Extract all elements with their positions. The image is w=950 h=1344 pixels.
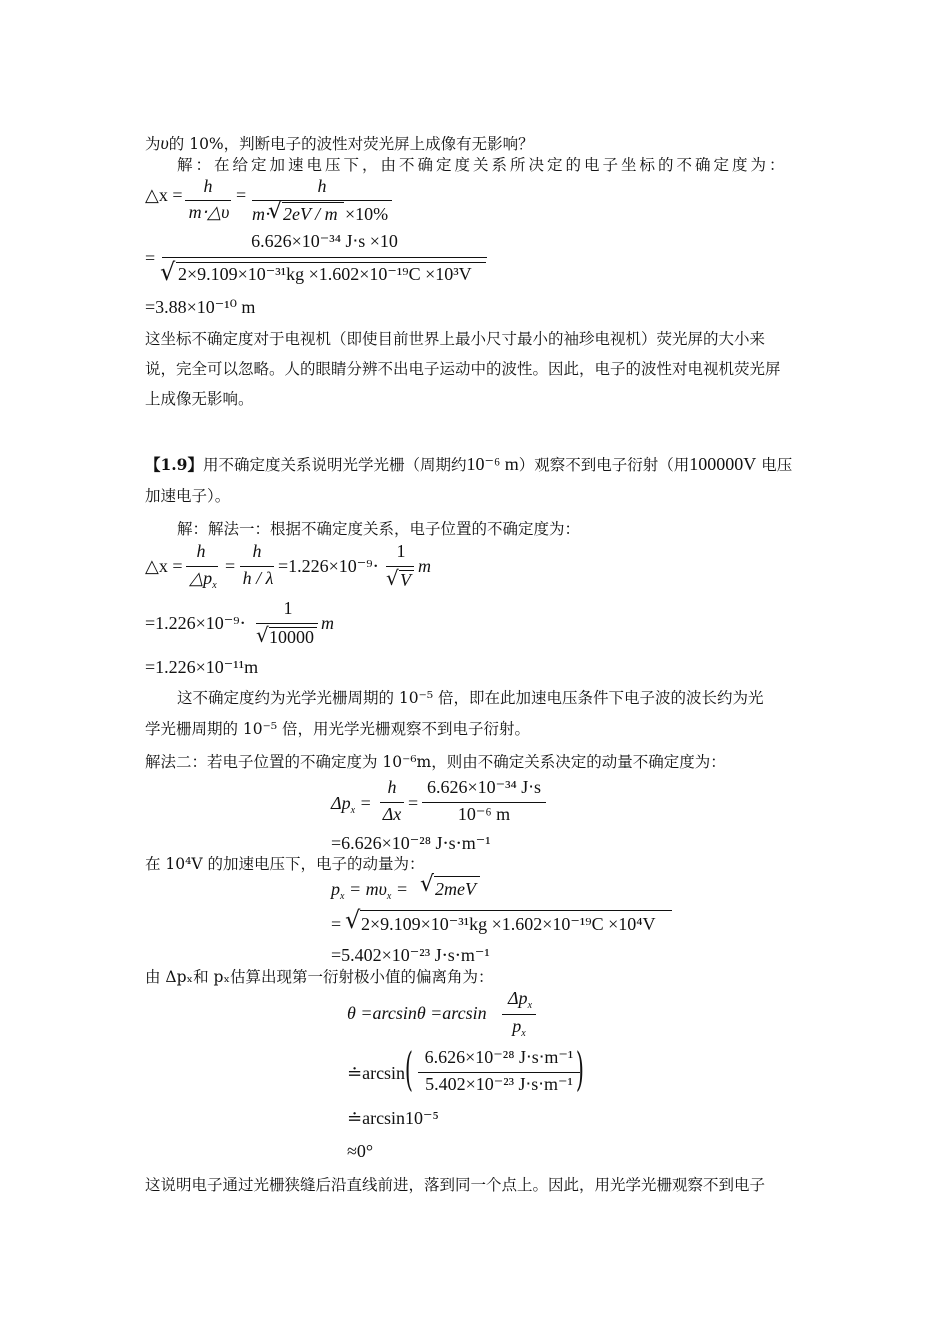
theta-line4: ≈0° (347, 1141, 374, 1161)
fraction-bar (380, 802, 404, 803)
e2-num: 1 (283, 598, 293, 618)
problem-statement-cont: 加速电子）。 (145, 487, 231, 505)
dp-den1: Δx (382, 804, 402, 824)
theta-line2-pre: ≐arcsin (347, 1063, 406, 1083)
text-segment: 为 (145, 135, 161, 153)
eq1-num1: h (203, 176, 213, 196)
text-segment: 电压 (756, 456, 793, 474)
e1-num2: h (252, 541, 262, 561)
fraction-bar (240, 566, 274, 567)
text-segment: ）观察不到电子衍射（用 (518, 456, 690, 474)
final-conclusion: 这说明电子通过光栅狭缝后沿直线前进，落到同一个点上。因此，用光学光栅观察不到电子 (145, 1176, 766, 1194)
e1-den1: $\triangle p_x$ (189, 568, 217, 591)
eq1-lhs: △x = (145, 185, 183, 205)
angle-intro: 由 Δpₓ和 pₓ估算出现第一衍射极小值的偏离角为： (145, 968, 494, 986)
eq2-numerator: 6.626×10⁻³⁴ J⋅s ×10 (251, 231, 398, 251)
sqrt-sign: √ (386, 566, 399, 590)
conclusion-line: 说，完全可以忽略。人的眼睛分辨不出电子运动中的波性。因此，电子的波性对电视机荧光屏 (145, 360, 781, 378)
e1-num1: h (196, 541, 206, 561)
dp-num1: h (387, 777, 397, 797)
fraction-bar (185, 200, 231, 201)
theta-line2-num: 6.626×10⁻²⁸ J⋅s⋅m⁻¹ (424, 1047, 574, 1067)
theta-num: $\Delta p_x$ (507, 988, 533, 1011)
question-line (145, 132, 534, 155)
eq2-equals: = (145, 248, 156, 268)
equals-sign: = (236, 185, 247, 205)
eq2-denominator: 2×9.109×10⁻³¹kg ×1.602×10⁻¹⁹C ×10³V (178, 264, 472, 284)
theta-den: $p_x$ (512, 1016, 526, 1039)
problem-statement (145, 453, 792, 476)
velocity-symbol: υ (160, 133, 169, 153)
e2-den: 10000 (269, 627, 314, 647)
fraction-bar (422, 802, 546, 803)
e1-num3: 1 (396, 541, 406, 561)
p-line1-rad: 2meV (435, 879, 476, 899)
sqrt-sign: √ (420, 872, 435, 897)
e2-unit: m (321, 613, 334, 633)
conclusion-line: 这坐标不确定度对于电视机（即使目前世界上最小尺寸最小的袖珍电视机）荧光屏的大小来 (145, 330, 766, 348)
dp-num2: 6.626×10⁻³⁴ J⋅s (426, 777, 542, 797)
e2-mid: =1.226×10⁻⁹⋅ (145, 613, 246, 633)
fraction-bar (502, 1014, 536, 1015)
left-paren: ( (404, 1042, 414, 1096)
eq1-den2-post: ×10% (345, 204, 389, 224)
solution-intro: 解：在给定加速电压下，由不确定度关系所决定的电子坐标的不确定度为： (177, 156, 788, 174)
momentum-intro: 在 10⁴V 的加速电压下，电子的动量为： (145, 855, 425, 873)
text-segment: 用不确定度关系说明光学光栅（周期约 (202, 456, 467, 474)
eq1-den2-rad: 2eV / m (283, 204, 338, 224)
e1-lhs: △x = (145, 556, 183, 576)
eq1-num2: h (317, 176, 327, 196)
e1-den3: V (400, 570, 411, 590)
fraction-bar (162, 257, 487, 258)
eq1-den1: m⋅△υ (188, 202, 230, 222)
sqrt-bar (360, 910, 672, 911)
method1-intro: 解：解法一：根据不确定度关系，电子位置的不确定度为： (177, 520, 581, 538)
p-line1: $p_x = m\upsilon_x$ = (331, 879, 408, 902)
dp-den2: 10⁻⁶ m (457, 804, 511, 824)
e1-mid: =1.226×10⁻⁹⋅ (278, 556, 379, 576)
equals-sign: = (225, 556, 236, 576)
sqrt-sign: √ (160, 258, 176, 286)
right-paren: ) (575, 1042, 585, 1096)
conclusion-line: 上成像无影响。 (145, 390, 254, 408)
method1-text: 学光栅周期的 10⁻⁵ 倍，用光学光栅观察不到电子衍射。 (145, 720, 530, 738)
dp-lhs: $\Delta p_x$ = (331, 793, 372, 816)
sqrt-sign: √ (268, 199, 283, 224)
equals-sign: = (331, 914, 342, 934)
theta-line2-den: 5.402×10⁻²³ J⋅s⋅m⁻¹ (425, 1074, 573, 1094)
fraction-bar (418, 1072, 580, 1073)
text-segment: 的 10%，判断电子的波性对荧光屏上成像有无影响？ (168, 135, 534, 153)
dp-result: =6.626×10⁻²⁸ J⋅s⋅m⁻¹ (331, 833, 491, 853)
p-line3: =5.402×10⁻²³ J⋅s⋅m⁻¹ (331, 945, 490, 965)
p-line2-rad: 2×9.109×10⁻³¹kg ×1.602×10⁻¹⁹C ×10⁴V (361, 914, 656, 934)
method2-intro: 解法二：若电子位置的不确定度为 10⁻⁶m，则由不确定关系决定的动量不确定度为： (145, 753, 726, 771)
e1-unit: m (418, 556, 431, 576)
theta-line1: θ =arcsinθ =arcsin (347, 1003, 487, 1023)
theta-line3: ≐arcsin10⁻⁵ (347, 1108, 439, 1128)
eq3-result: =3.88×10⁻¹⁰ m (145, 297, 256, 317)
e3-result: =1.226×10⁻¹¹m (145, 657, 259, 677)
sqrt-sign: √ (345, 906, 361, 934)
sqrt-bar (434, 876, 480, 877)
grating-period: 10⁻⁶ m (466, 454, 519, 474)
accel-voltage: 100000V (689, 454, 757, 474)
fraction-bar (186, 566, 218, 567)
eq1-den2-pre: m⋅ (252, 204, 272, 224)
sqrt-sign: √ (256, 623, 269, 647)
problem-label: 【1.9】 (145, 455, 203, 474)
e1-den2: h / λ (242, 568, 274, 588)
method1-text: 这不确定度约为光学光栅周期的 10⁻⁵ 倍，即在此加速电压条件下电子波的波长约为光 (177, 689, 764, 707)
equals-sign: = (408, 793, 419, 813)
